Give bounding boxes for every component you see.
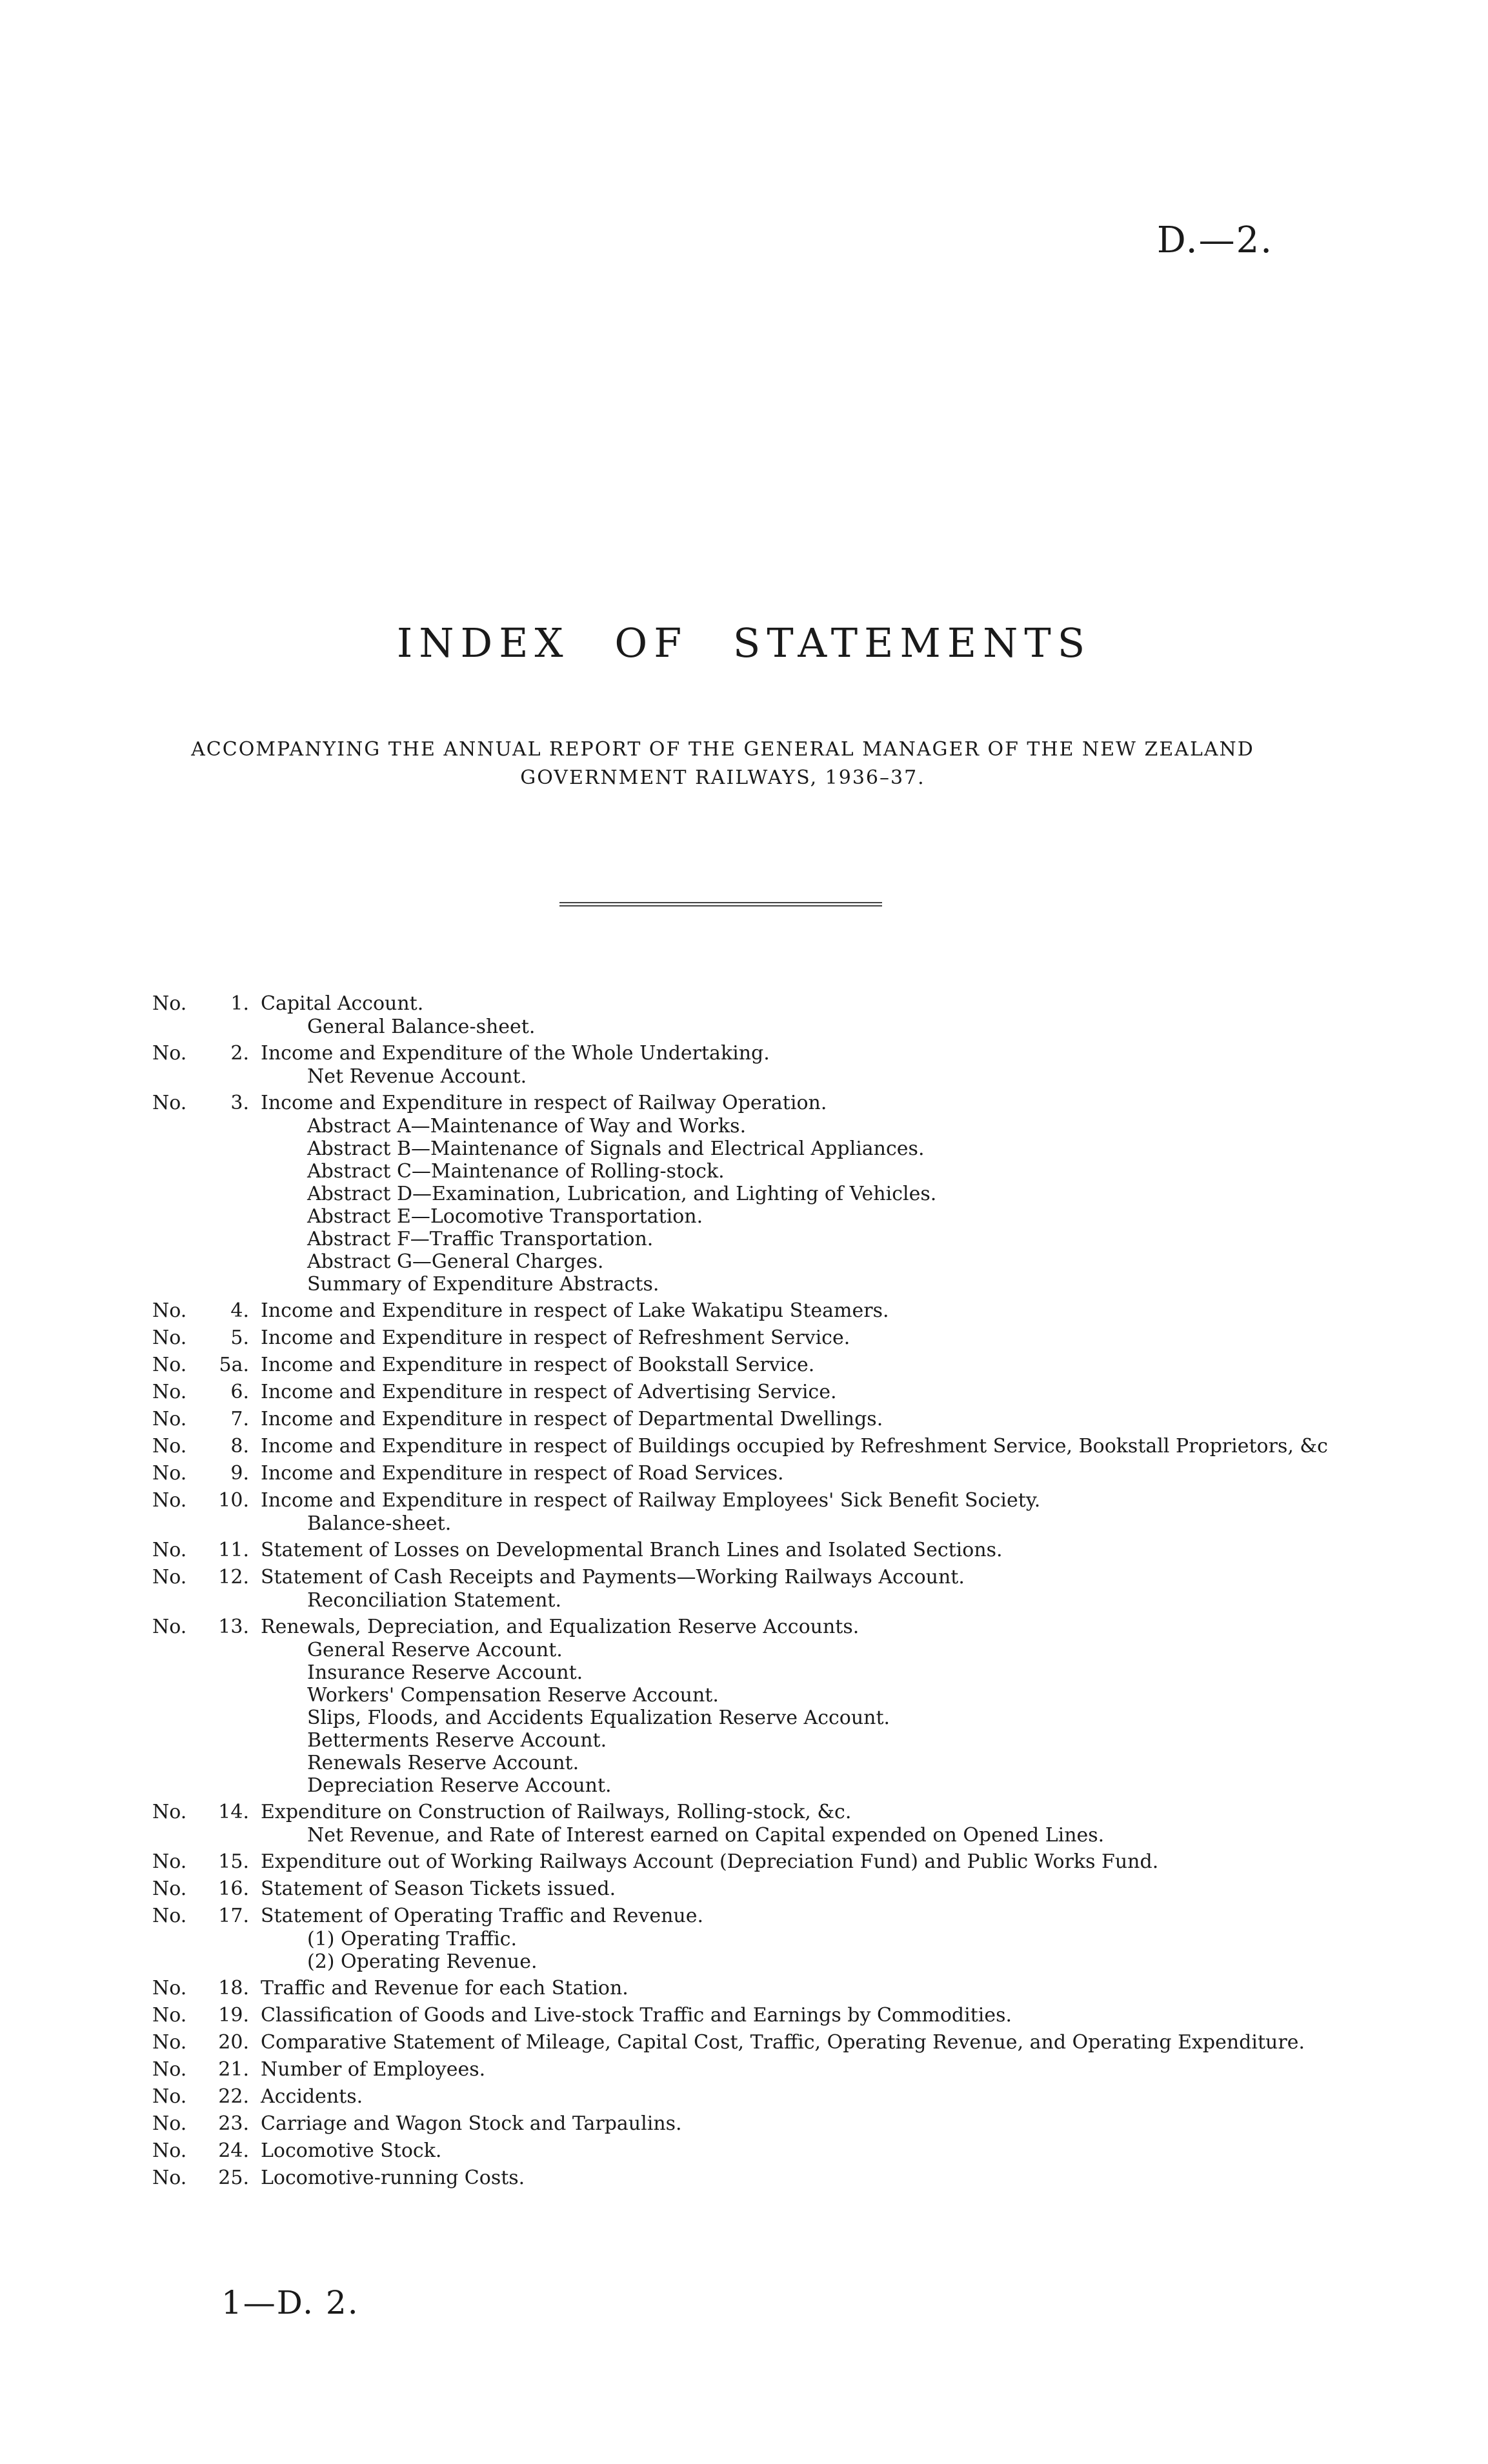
index-entry <box>152 2004 1352 2027</box>
index-entry <box>152 1042 1352 1088</box>
entry-subitem: Summary of Expenditure Abstracts. <box>307 1273 659 1296</box>
entry-number: 24. <box>218 2139 249 2162</box>
entry-subitem: General Balance-sheet. <box>307 1016 536 1038</box>
entry-no-label: No. <box>152 1354 187 1376</box>
entry-title: Income and Expenditure in respect of Railway Employees' Sick Benefit Society. <box>261 1489 1041 1512</box>
entry-title: Locomotive Stock. <box>261 2139 442 2162</box>
entry-number: 1. <box>230 992 249 1015</box>
index-entry <box>152 1539 1352 1562</box>
entry-title: Statement of Season Tickets issued. <box>261 1878 616 1900</box>
entry-no-label: No. <box>152 1616 187 1638</box>
entry-subitem: Abstract C—Maintenance of Rolling-stock. <box>307 1160 725 1183</box>
index-entry <box>152 992 1352 1038</box>
index-entry <box>152 2085 1352 2108</box>
entry-no-label: No. <box>152 2167 187 2189</box>
decorative-rule <box>559 902 882 908</box>
entry-no-label: No. <box>152 992 187 1015</box>
index-entry <box>152 1435 1352 1458</box>
entry-title: Statement of Operating Traffic and Revenue. <box>261 1905 704 1927</box>
entry-no-label: No. <box>152 1878 187 1900</box>
entry-number: 5a. <box>219 1354 249 1376</box>
entry-number: 19. <box>218 2004 249 2027</box>
entry-subitem: Insurance Reserve Account. <box>307 1661 583 1684</box>
entry-title: Classification of Goods and Live-stock Traffic and Earnings by Commodities. <box>261 2004 1012 2027</box>
entry-no-label: No. <box>152 1042 187 1065</box>
index-entry <box>152 1092 1352 1296</box>
index-entry <box>152 2167 1352 2190</box>
entry-number: 8. <box>230 1435 249 1457</box>
subtitle-line-1: ACCOMPANYING THE ANNUAL REPORT OF THE GENERAL MANAGER OF THE NEW ZEALAND <box>191 738 1254 761</box>
entry-number: 17. <box>218 1905 249 1927</box>
entry-number: 3. <box>230 1092 249 1114</box>
entry-subitem: Depreciation Reserve Account. <box>307 1774 612 1797</box>
entry-no-label: No. <box>152 1850 187 1873</box>
entry-no-label: No. <box>152 1299 187 1322</box>
entry-title: Income and Expenditure in respect of Road Services. <box>261 1462 784 1485</box>
index-entry <box>152 1408 1352 1431</box>
entry-number: 23. <box>218 2112 249 2135</box>
entry-no-label: No. <box>152 2112 187 2135</box>
entry-number: 9. <box>230 1462 249 1485</box>
entry-title: Expenditure out of Working Railways Account (Depreciation Fund) and Public Works Fund. <box>261 1850 1159 1873</box>
entry-title: Number of Employees. <box>261 2058 486 2081</box>
index-entry <box>152 1905 1352 1973</box>
entry-number: 11. <box>218 1539 249 1561</box>
entry-title: Income and Expenditure of the Whole Undertaking. <box>261 1042 770 1065</box>
entry-title: Accidents. <box>261 2085 363 2108</box>
index-entry <box>152 2031 1352 2054</box>
index-entry <box>152 1354 1352 1377</box>
entry-subitem: Slips, Floods, and Accidents Equalization Reserve Account. <box>307 1707 890 1729</box>
entry-number: 12. <box>218 1566 249 1588</box>
entry-title: Expenditure on Construction of Railways, Rolling-stock, &c. <box>261 1801 852 1823</box>
entry-subitem: Reconciliation Statement. <box>307 1589 561 1612</box>
entry-subitem: Abstract B—Maintenance of Signals and Electrical Appliances. <box>307 1137 925 1160</box>
entry-no-label: No. <box>152 2058 187 2081</box>
entry-no-label: No. <box>152 1381 187 1403</box>
entry-number: 2. <box>230 1042 249 1065</box>
index-entry <box>152 1850 1352 1874</box>
entry-no-label: No. <box>152 1092 187 1114</box>
entry-number: 22. <box>218 2085 249 2108</box>
entry-no-label: No. <box>152 1905 187 1927</box>
statement-index-list <box>152 992 1352 2194</box>
entry-no-label: No. <box>152 1408 187 1430</box>
index-entry <box>152 1878 1352 1901</box>
entry-subitem: Renewals Reserve Account. <box>307 1752 579 1774</box>
index-entry <box>152 1616 1352 1797</box>
entry-title: Locomotive-running Costs. <box>261 2167 525 2189</box>
entry-subitem: Abstract G—General Charges. <box>307 1250 604 1273</box>
entry-no-label: No. <box>152 2004 187 2027</box>
entry-number: 16. <box>218 1878 249 1900</box>
entry-number: 18. <box>218 1977 249 1999</box>
entry-title: Income and Expenditure in respect of Railway Operation. <box>261 1092 827 1114</box>
entry-title: Comparative Statement of Mileage, Capital Cost, Traffic, Operating Revenue, and Operating Expenditure. <box>261 2031 1305 2054</box>
entry-no-label: No. <box>152 1435 187 1457</box>
entry-subitem: Net Revenue Account. <box>307 1065 527 1088</box>
entry-subitem: (2) Operating Revenue. <box>307 1950 538 1973</box>
index-entry <box>152 1381 1352 1404</box>
entry-number: 4. <box>230 1299 249 1322</box>
entry-title: Carriage and Wagon Stock and Tarpaulins. <box>261 2112 682 2135</box>
entry-no-label: No. <box>152 1801 187 1823</box>
entry-title: Income and Expenditure in respect of Advertising Service. <box>261 1381 837 1403</box>
entry-number: 21. <box>218 2058 249 2081</box>
entry-subitem: Abstract A—Maintenance of Way and Works. <box>307 1115 747 1137</box>
subtitle <box>168 736 1278 792</box>
index-entry <box>152 1801 1352 1847</box>
entry-title: Renewals, Depreciation, and Equalization Reserve Accounts. <box>261 1616 860 1638</box>
entry-number: 13. <box>218 1616 249 1638</box>
index-entry <box>152 2139 1352 2163</box>
entry-no-label: No. <box>152 1566 187 1588</box>
entry-title: Capital Account. <box>261 992 424 1015</box>
entry-title: Income and Expenditure in respect of Buildings occupied by Refreshment Service, Bookstall Proprietors, &c <box>261 1435 1328 1457</box>
entry-title: Income and Expenditure in respect of Bookstall Service. <box>261 1354 815 1376</box>
subtitle-line-2: GOVERNMENT RAILWAYS, 1936–37. <box>520 766 925 789</box>
entry-subitem: General Reserve Account. <box>307 1639 563 1661</box>
entry-subitem: Workers' Compensation Reserve Account. <box>307 1684 719 1707</box>
index-entry <box>152 2112 1352 2136</box>
entry-subitem: (1) Operating Traffic. <box>307 1928 518 1950</box>
entry-subitem: Abstract E—Locomotive Transportation. <box>307 1205 703 1228</box>
entry-title: Income and Expenditure in respect of Lake Wakatipu Steamers. <box>261 1299 889 1322</box>
entry-number: 7. <box>230 1408 249 1430</box>
entry-subitem: Abstract D—Examination, Lubrication, and Lighting of Vehicles. <box>307 1183 937 1205</box>
entry-number: 6. <box>230 1381 249 1403</box>
page-title: INDEX OF STATEMENTS <box>396 619 1092 666</box>
entry-subitem: Betterments Reserve Account. <box>307 1729 607 1752</box>
entry-subitem: Abstract F—Traffic Transportation. <box>307 1228 654 1250</box>
entry-no-label: No. <box>152 2031 187 2054</box>
entry-number: 25. <box>218 2167 249 2189</box>
entry-title: Traffic and Revenue for each Station. <box>261 1977 628 1999</box>
footer-signature: 1—D. 2. <box>221 2284 359 2321</box>
entry-number: 14. <box>218 1801 249 1823</box>
entry-number: 5. <box>230 1327 249 1349</box>
entry-subitem: Net Revenue, and Rate of Interest earned on Capital expended on Opened Lines. <box>307 1824 1105 1847</box>
entry-title: Statement of Losses on Developmental Branch Lines and Isolated Sections. <box>261 1539 1003 1561</box>
entry-number: 20. <box>218 2031 249 2054</box>
entry-subitem: Balance-sheet. <box>307 1512 452 1535</box>
entry-title: Income and Expenditure in respect of Refreshment Service. <box>261 1327 850 1349</box>
index-entry <box>152 1327 1352 1350</box>
entry-number: 10. <box>218 1489 249 1512</box>
index-entry <box>152 1489 1352 1535</box>
entry-no-label: No. <box>152 1977 187 1999</box>
index-entry <box>152 1566 1352 1612</box>
entry-number: 15. <box>218 1850 249 1873</box>
entry-no-label: No. <box>152 1327 187 1349</box>
index-entry <box>152 2058 1352 2081</box>
entry-title: Statement of Cash Receipts and Payments—Working Railways Account. <box>261 1566 965 1588</box>
entry-title: Income and Expenditure in respect of Departmental Dwellings. <box>261 1408 883 1430</box>
index-entry <box>152 1977 1352 2000</box>
entry-no-label: No. <box>152 2139 187 2162</box>
entry-no-label: No. <box>152 1462 187 1485</box>
page-reference: D.—2. <box>1156 219 1273 261</box>
entry-no-label: No. <box>152 2085 187 2108</box>
index-entry <box>152 1299 1352 1323</box>
entry-no-label: No. <box>152 1489 187 1512</box>
index-entry <box>152 1462 1352 1485</box>
entry-no-label: No. <box>152 1539 187 1561</box>
